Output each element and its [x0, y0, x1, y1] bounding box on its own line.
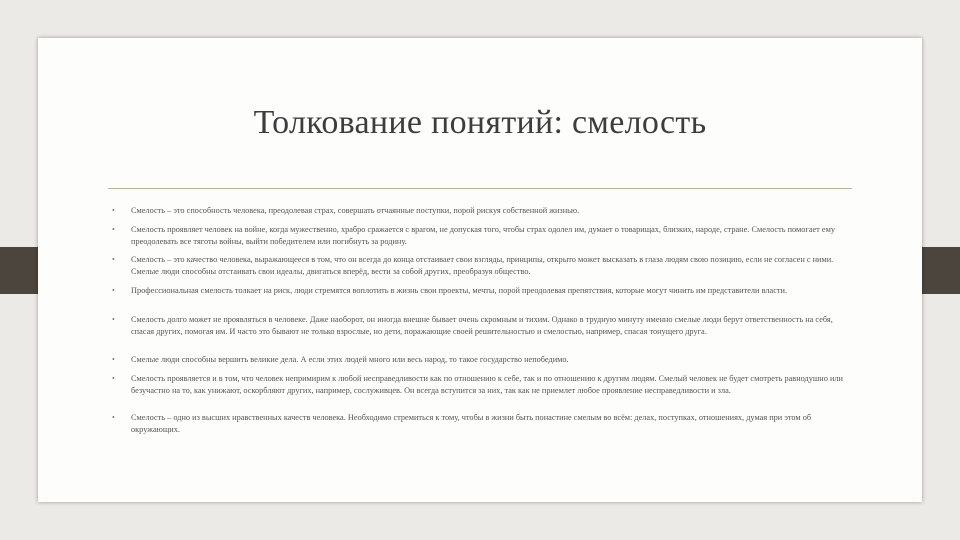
bullet-marker: • [112, 315, 115, 324]
bullet-text: Смелость проявляется и в том, что человек непримирим к любой несправедливости как по отношению к себе, так и по отношению к другим людям. Смелый человек не будет смотреть равнодушно или безучастно на то, как унижают, оскорбляют других, например, сослуживцев. Он всегда вступится за них, так как не приемлет любое проявление несправедливости и зла. [131, 374, 843, 395]
bullet-marker: • [112, 374, 115, 383]
title-divider [108, 188, 852, 189]
bullet-text: Смелость долго может не проявляться в человеке. Даже наоборот, он иногда внешне бывает очень скромным и тихим. Однако в трудную минуту именно смелые люди берут ответственность на себя, спасая других, помогая им. И часто это бывают не только взрослые, но дети, поражающие своей решительностью и смелостью, например, спасая тонущего друга. [131, 315, 833, 336]
bullet-marker: • [112, 206, 115, 215]
bullet-marker: • [112, 255, 115, 264]
bullet-text: Профессиональная смелость толкает на риск, люди стремятся воплотить в жизнь свои проекты, мечты, порой преодолевая препятствия, которые могут чинить им представители власти. [131, 286, 788, 295]
slide-title: Толкование понятий: смелость [253, 104, 707, 141]
bullet-text: Смелость проявляет человек на войне, когда мужественно, храбро сражается с врагом, не допуская того, чтобы страх одолел им, думает о товарищах, близких, народе, стране. Смелость помогает ему преодолевать все тяготы войны, выйти победителем или погибнуть за родину. [131, 225, 835, 246]
bullet-text: Смелость – это качество человека, выражающееся в том, что он всегда до конца отстаивает свои взгляды, принципы, открыто может высказать в глаза людям свою позицию, если не согласен с ними. Смелые люди способны отстаивать свои идеалы, двигаться вперёд, вести за собой других, преобразуя общество. [131, 255, 834, 276]
slide [38, 38, 922, 502]
bullet-text: Смелость – одно из высших нравственных качеств человека. Необходимо стремиться к тому, чтобы в жизни быть понастине смелым во всём: делах, поступках, отношениях, думая при этом об окружающих. [131, 413, 812, 434]
bullet-marker: • [112, 225, 115, 234]
bullet-marker: • [112, 355, 115, 364]
bullet-text: Смелые люди способны вершить великие дела. А если этих людей много или весь народ, то такое государство непобедимо. [131, 355, 569, 364]
bullet-marker: • [112, 286, 115, 295]
bullet-text: Смелость – это способность человека, преодолевая страх, совершать отчаянные поступки, порой рискуя собственной жизнью. [131, 206, 580, 215]
bullet-marker: • [112, 413, 115, 422]
